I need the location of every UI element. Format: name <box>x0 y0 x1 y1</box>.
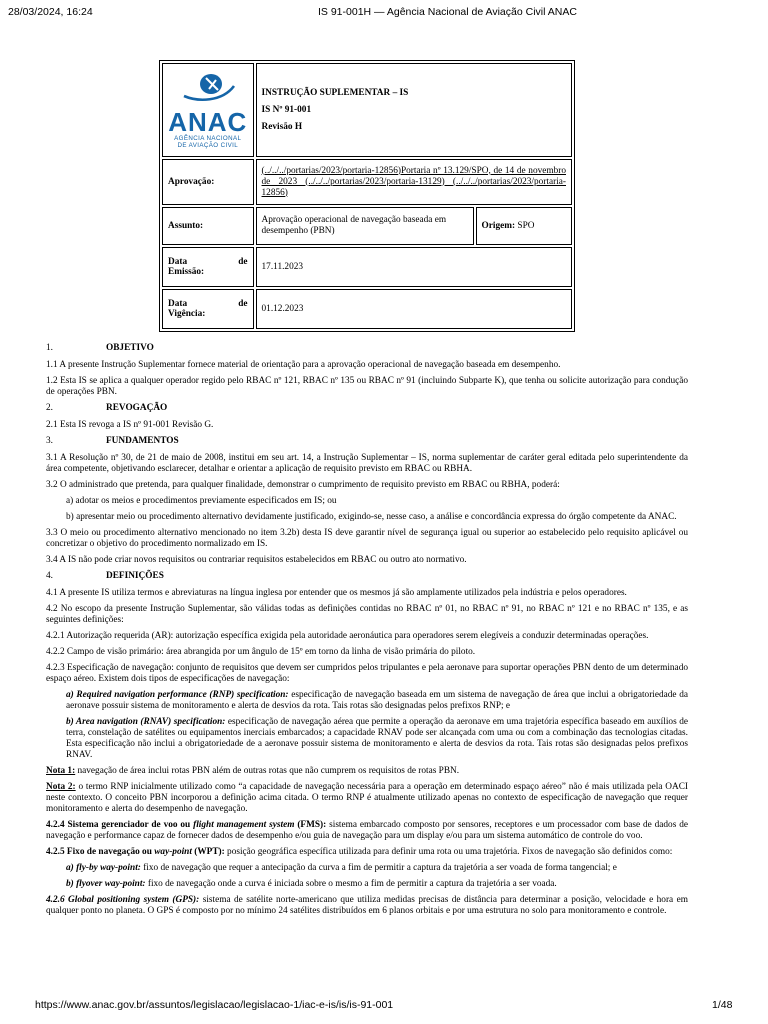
list-item: b) flyover way-point: fixo de navegação onde a curva é iniciada sobre o mesmo a fim de permitir a captura da trajetória a ser voada. <box>66 879 557 889</box>
print-datetime: 28/03/2024, 16:24 <box>8 6 93 18</box>
anac-logo <box>162 63 254 157</box>
logo-text: ANAC <box>168 106 248 137</box>
list-item: b) Area navigation (RNAV) specification: especificação de navegação aérea que permite a operação da aeronave em uma trajetória específica baseado em auxílios de terra, constelação de satélites ou equipamentos inerciais embarcados; a capacidade RNAV pode ser alcançada com uma ou com a combinação das tecnologias citadas. Esta especificação não inclui a obrigatoriedade de a aeronave possuir sistema de monitoramento e alerta de desvios da rota. Tais rotas são designadas pelos prefixos RNAV. <box>66 717 689 760</box>
print-url: https://www.anac.gov.br/assuntos/legislacao/legislacao-1/iac-e-is/is/is-91-001 <box>35 999 394 1011</box>
paragraph: 3.2 O administrado que pretenda, para qualquer finalidade, demonstrar o cumprimento de requisito previsto em RBAC ou RBHA, poderá: <box>46 480 560 490</box>
section-heading: 4. DEFINIÇÕES <box>46 571 164 581</box>
assunto-value: Aprovação operacional de navegação baseada em desempenho (PBN) <box>256 207 474 245</box>
paragraph: 3.3 O meio ou procedimento alternativo mencionado no item 3.2b) desta IS deve garantir nível de segurança igual ou superior ao estabelecido pelo requisito aplicável ou concretizar o objetivo do procedimento normalizado em IS. <box>46 528 688 549</box>
print-page-count: 1/48 <box>712 999 733 1011</box>
paragraph: 1.2 Esta IS se aplica a qualquer operador regido pelo RBAC nº 121, RBAC nº 135 ou RBAC nº 91 (incluindo Subparte K), que tenha ou solicite autorização para condução de operações PBN. <box>46 376 688 397</box>
title-line-1: INSTRUÇÃO SUPLEMENTAR – IS <box>261 87 409 98</box>
origem-cell <box>476 207 572 245</box>
paragraph: 4.2.1 Autorização requerida (AR): autorização específica exigida pela autoridade aeronáutica para operadores serem elegíveis a conduzir determinadas operações. <box>46 631 649 641</box>
origem-label: Origem: <box>481 221 516 231</box>
paragraph: 4.2 No escopo da presente Instrução Suplementar, são válidas todas as definições contidas no RBAC nº 01, no RBAC nº 91, no RBAC nº 121 e no RBAC nº 135, e as seguintes definições: <box>46 604 688 625</box>
title-line-3: Revisão H <box>261 121 303 132</box>
list-item: a) fly-by way-point: fixo de navegação que requer a antecipação da curva a fim de permitir a captura da trajetória a ser voada de forma tangencial; e <box>66 863 617 873</box>
paragraph: 4.2.3 Especificação de navegação: conjunto de requisitos que devem ser cumpridos pelos tripulantes e pela aeronave para suportar operações PBN dento de um determinado espaço aéreo. Existem dois tipos de especificações de navegação: <box>46 663 688 684</box>
paragraph: 3.4 A IS não pode criar novos requisitos ou contrariar requisitos estabelecidos em RBAC ou outro ato normativo. <box>46 555 467 565</box>
section-heading: 3. FUNDAMENTOS <box>46 436 179 446</box>
document-header-table <box>159 60 575 332</box>
paragraph: 4.2.2 Campo de visão primário: área abrangida por um ângulo de 15º em torno da linha de visão primária do piloto. <box>46 647 476 657</box>
note: Nota 1: navegação de área inclui rotas PBN além de outras rotas que não cumprem os requisitos de rotas PBN. <box>46 766 460 776</box>
assunto-label: Assunto: <box>162 207 254 245</box>
paragraph: 4.2.6 Global positioning system (GPS): sistema de satélite norte-americano que utiliza medidas precisas de distância para determinar a posição, velocidade e hora em qualquer ponto no planeta. O GPS é composto por no mínimo 24 satélites distribuídos em 6 planos orbitais e por uma estrutura no solo para monitoramento e controle. <box>46 895 688 916</box>
airplane-icon <box>178 72 238 106</box>
list-item: a) adotar os meios e procedimentos previamente especificados em IS; ou <box>66 496 337 506</box>
paragraph: 1.1 A presente Instrução Suplementar fornece material de orientação para a aprovação operacional de navegação baseada em desempenho. <box>46 360 561 370</box>
paragraph: 4.1 A presente IS utiliza termos e abreviaturas na língua inglesa por entender que os mesmos já são amplamente utilizados pela indústria e pelos operadores. <box>46 588 627 598</box>
list-item: a) Required navigation performance (RNP) specification: especificação de navegação baseada em um sistema de navegação de área que inclui a obrigatoriedade da aeronave possuir sistema de monitoramento e alerta de desvios da rota. Tais rotas são designadas pelos prefixos RNP; e <box>66 690 688 711</box>
logo-subtitle-2: DE AVIAÇÃO CIVIL <box>177 141 239 149</box>
aprovacao-link[interactable]: (../../../portarias/2023/portaria-12856)Portaria nº 13.129/SPO, de 14 de novembro de 2023 (../../../portarias/2023/portaria-13129) (../../../portarias/2023/portaria-12856) <box>256 159 572 205</box>
list-item: b) apresentar meio ou procedimento alternativo devidamente justificado, exigindo-se, nesse caso, a análise e concordância expressa do órgão competente da ANAC. <box>66 512 677 522</box>
vigencia-value: 01.12.2023 <box>256 289 572 329</box>
paragraph: 2.1 Esta IS revoga a IS nº 91-001 Revisão G. <box>46 420 214 430</box>
paragraph: 3.1 A Resolução nº 30, de 21 de maio de 2008, institui em seu art. 14, a Instrução Suplementar – IS, norma suplementar de caráter geral editada pelo superintendente da área competente, objetivando esclarecer, detalhar e orientar a aplicação de requisito previsto em RBAC ou RBHA. <box>46 453 688 474</box>
section-heading: 2. REVOGAÇÃO <box>46 403 168 413</box>
print-page-title: IS 91-001H — Agência Nacional de Aviação Civil ANAC <box>318 6 577 18</box>
vigencia-label: Data de Vigência: <box>162 289 254 329</box>
aprovacao-label: Aprovação: <box>162 159 254 205</box>
document-title <box>256 63 572 157</box>
emissao-label: Data de Emissão: <box>162 247 254 287</box>
note: Nota 2: o termo RNP inicialmente utilizado como “a capacidade de navegação necessária para a operação em determinado espaço aéreo” não é mais utilizada pela OACI neste contexto. O conceito PBN incorporou a definição acima citada. O termo RNP é atualmente utilizado apenas no contexto de especificação de navegação que requer monitoramento e alerta do desempenho de navegação. <box>46 782 688 814</box>
origem-value: SPO <box>517 221 535 231</box>
paragraph: 4.2.4 Sistema gerenciador de voo ou flight management system (FMS): sistema embarcado composto por sensores, receptores e um processador com base de dados de navegação e performance capaz de fornecer dados de desempenho e/ou guia de navegação para um display e/ou para um sistema automático de controle do voo. <box>46 820 688 841</box>
logo-subtitle-1: AGÊNCIA NACIONAL <box>174 134 242 142</box>
document-body <box>46 343 688 922</box>
paragraph: 4.2.5 Fixo de navegação ou way-point (WPT): posição geográfica específica utilizada para definir uma rota ou uma trajetória. Fixos de navegação são definidos como: <box>46 847 673 857</box>
section-heading: 1. OBJETIVO <box>46 343 154 353</box>
emissao-value: 17.11.2023 <box>256 247 572 287</box>
title-line-2: IS Nº 91-001 <box>261 104 312 115</box>
